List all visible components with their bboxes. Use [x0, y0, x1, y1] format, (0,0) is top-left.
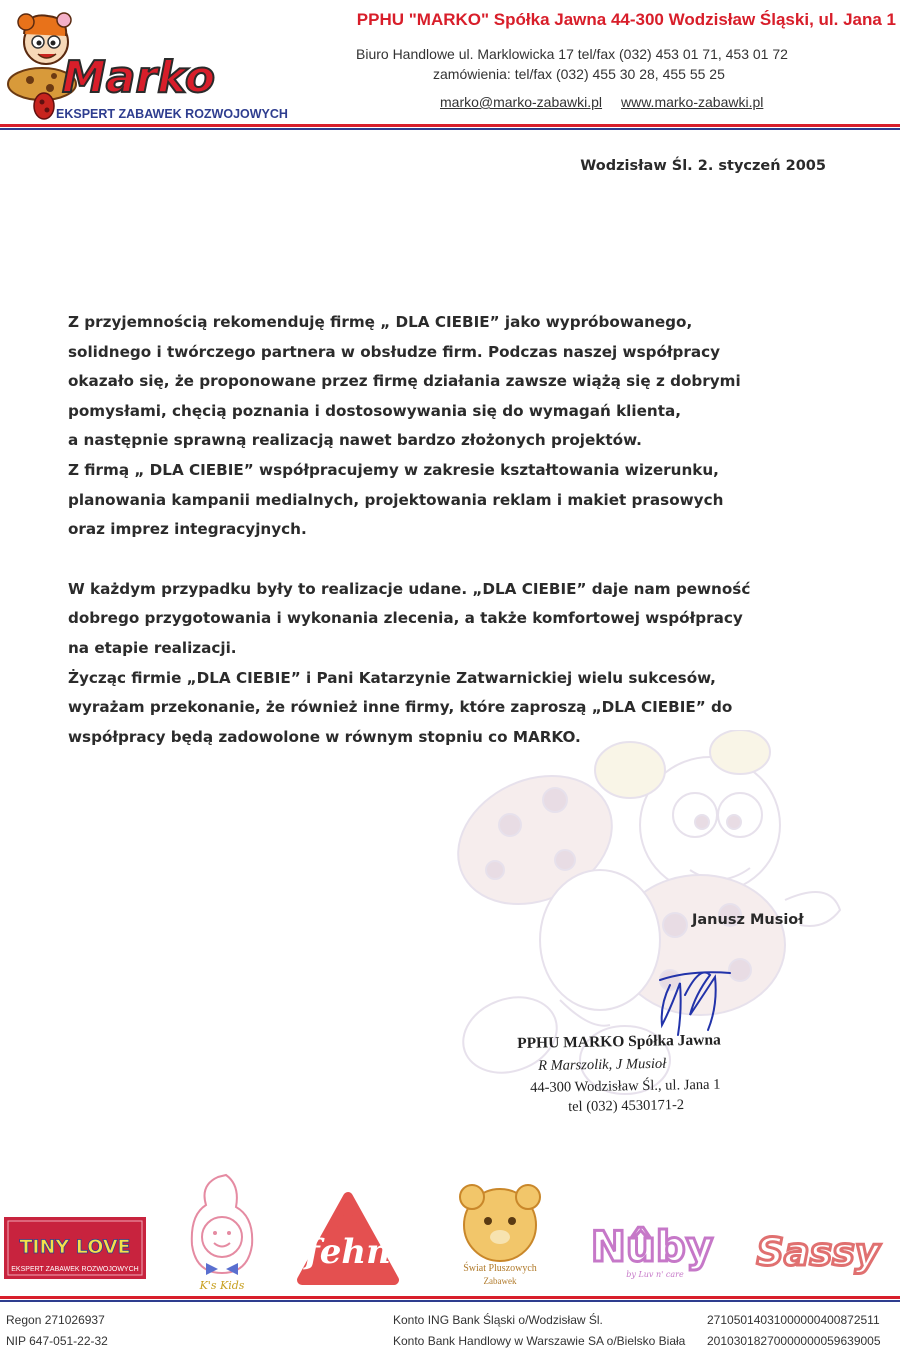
paragraph-1-line: planowania kampanii medialnych, projektowania reklam i makiet prasowych: [68, 490, 724, 509]
paragraph-1-line: a następnie sprawną realizacją nawet bardzo złożonych projektów.: [68, 431, 642, 450]
footer-account-1: 27105014031000000400872511: [707, 1313, 880, 1327]
stamp-company: PPHU MARKO Spółka Jawna: [517, 1031, 721, 1052]
website-link[interactable]: www.marko-zabawki.pl: [621, 94, 764, 110]
marko-logo: [4, 6, 304, 126]
stamp-address: 44-300 Wodzisław Śl., ul. Jana 1: [530, 1076, 721, 1096]
footer-regon: Regon 271026937: [6, 1313, 105, 1327]
svg-text:Nûby: Nûby: [590, 1222, 714, 1271]
marko-wordmark: [62, 52, 215, 103]
paragraph-2-line: współpracy będą zadowolone w równym stopniu co MARKO.: [68, 727, 581, 746]
svg-text:Sassy: Sassy: [756, 1230, 880, 1274]
sassy-logo: [756, 1230, 881, 1274]
stamp-owners: R Marszolik, J Musioł: [538, 1055, 667, 1074]
svg-text:EKSPERT ZABAWEK ROZWOJOWYCH: EKSPERT ZABAWEK ROZWOJOWYCH: [11, 1266, 139, 1273]
nuby-logo: [591, 1222, 714, 1279]
header-divider-red: [0, 124, 900, 127]
paragraph-1-line: solidnego i twórczego partnera w obsłudze firm. Podczas naszej współpracy: [68, 342, 721, 361]
paragraph-1-line: Z przyjemnością rekomenduję firmę „ DLA CIEBIE” jako wypróbowanego,: [68, 313, 693, 331]
handwritten-signature-icon: [640, 955, 740, 1040]
paragraph-1-line: oraz imprez integracyjnych.: [68, 520, 307, 539]
paragraph-2-line: wyrażam przekonanie, że również inne firmy, które zaproszą „DLA CIEBIE” do: [68, 698, 733, 717]
logo-tagline: EKSPERT ZABAWEK ROZWOJOWYCH: [56, 107, 288, 121]
svg-text:Świat Pluszowych: Świat Pluszowych: [463, 1263, 537, 1274]
email-link[interactable]: marko@marko-zabawki.pl: [440, 94, 603, 110]
brand-logos-strip: [0, 1165, 900, 1295]
svg-text:fehn: fehn: [305, 1232, 391, 1272]
header-divider-blue: [0, 128, 900, 130]
svg-text:TINY LOVE: TINY LOVE: [19, 1236, 131, 1258]
footer-account-2: 20103018270000000059639005: [707, 1334, 881, 1348]
paragraph-2-line: na etapie realizacji.: [68, 638, 237, 657]
fehn-logo: [302, 1197, 394, 1280]
zamowienia-line: zamówienia: tel/fax (032) 455 30 28, 455 55 25: [433, 66, 725, 82]
signer-name: Janusz Musioł: [692, 912, 804, 928]
paragraph-1-line: pomysłami, chęcią poznania i dostosowywania się do wymagań klienta,: [68, 401, 681, 420]
footer-bank-1: Konto ING Bank Śląski o/Wodzisław Śl.: [393, 1313, 603, 1327]
paragraph-2-line: W każdym przypadku były to realizacje udane. „DLA CIEBIE” daje nam pewność: [68, 579, 751, 598]
tiny-love-logo: [4, 1217, 146, 1279]
footer-bank-2: Konto Bank Handlowy w Warszawie SA o/Bielsko Biała: [393, 1334, 686, 1348]
footer-nip: NIP 647-051-22-32: [6, 1334, 108, 1348]
svg-text:K's Kids: K's Kids: [199, 1279, 245, 1292]
swiat-pluszowych-zabawek-logo: [460, 1185, 540, 1286]
svg-text:by Luv n' care: by Luv n' care: [626, 1270, 684, 1279]
paragraph-1-line: okazało się, że proponowane przez firmę działania zawsze wiążą się z dobrymi: [68, 372, 741, 391]
biuro-handlowe-line: Biuro Handlowe ul. Marklowicka 17 tel/fax (032) 453 01 71, 453 01 72: [356, 46, 788, 62]
ks-kids-logo: [192, 1175, 252, 1292]
letter-body: [68, 308, 868, 752]
svg-text:Zabawek: Zabawek: [483, 1276, 517, 1286]
company-title: PPHU "MARKO" Spółka Jawna 44-300 Wodzisław Śląski, ul. Jana 1: [356, 10, 896, 29]
stamp-phone: tel (032) 4530171-2: [568, 1096, 685, 1115]
paragraph-1-line: Z firmą „ DLA CIEBIE” współpracujemy w zakresie kształtowania wizerunku,: [68, 460, 719, 479]
letter-date: Wodzisław Śl. 2. styczeń 2005: [580, 158, 826, 174]
paragraph-2-line: dobrego przygotowania i wykonania zlecenia, a także komfortowej współpracy: [68, 609, 743, 628]
svg-text:Marko: Marko: [62, 52, 216, 103]
footer-divider-blue: [0, 1300, 900, 1302]
footer-divider-red: [0, 1296, 900, 1299]
paragraph-2-line: Życząc firmie „DLA CIEBIE” i Pani Katarzynie Zatwarnickiej wielu sukcesów,: [68, 668, 716, 687]
